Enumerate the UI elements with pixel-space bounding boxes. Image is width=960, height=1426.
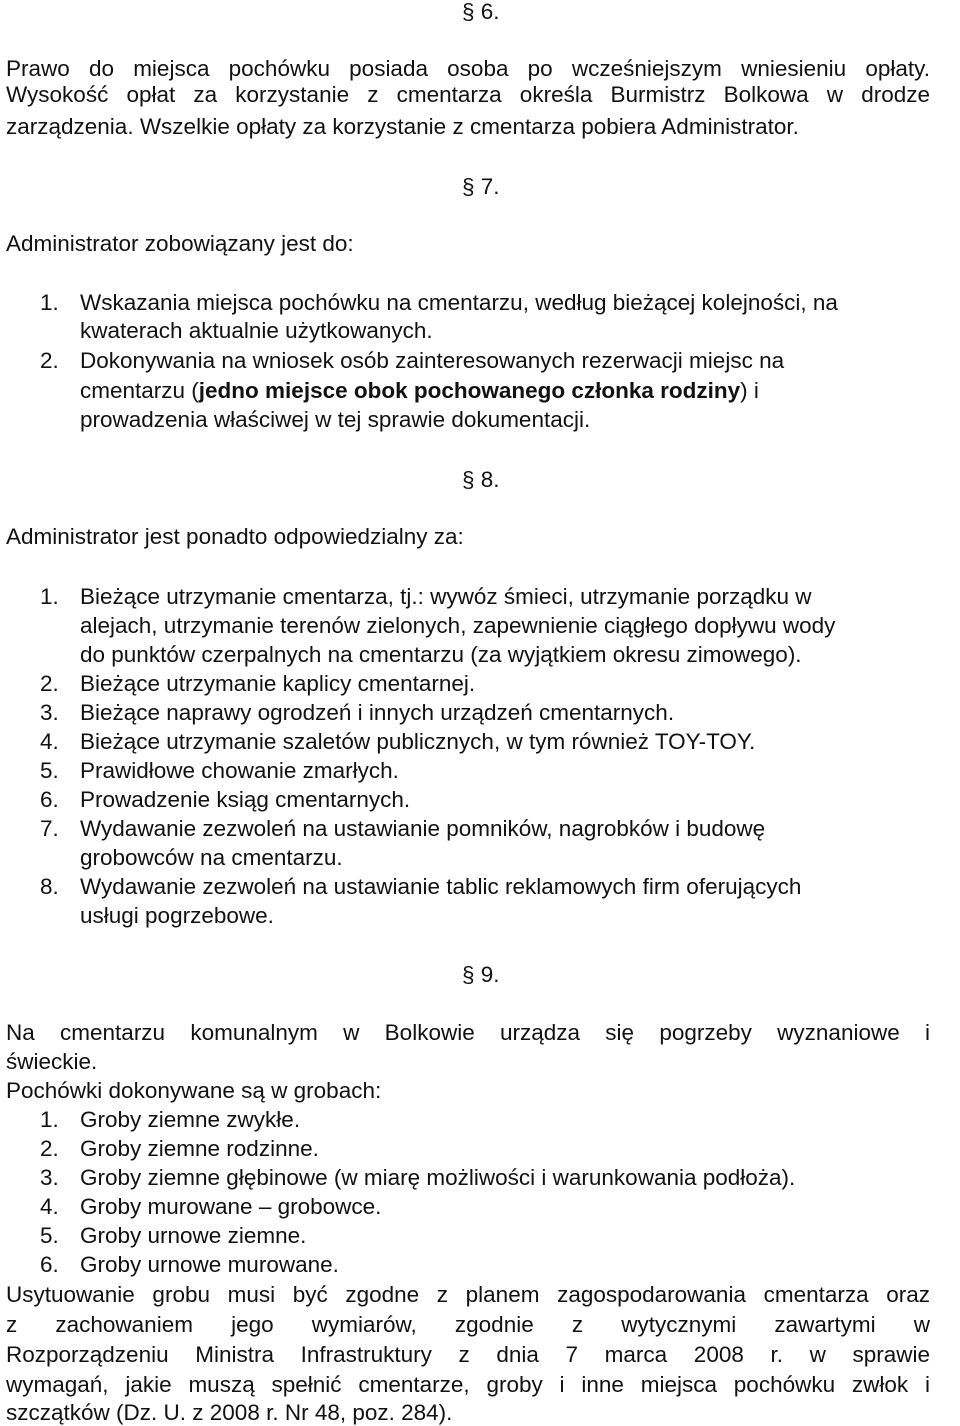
list-number: 5. [40,758,59,783]
list-item-text: Bieżące utrzymanie kaplicy cmentarnej. [80,671,476,696]
list-number: 4. [40,1194,59,1219]
paragraph-line: Rozporządzeniu Ministra Infrastruktury z dnia 7 marca 2008 r. w sprawie [6,1342,930,1367]
list-item-text: grobowców na cmentarzu. [80,845,343,870]
list-item-text: Groby ziemne rodzinne. [80,1136,319,1161]
section-9-heading: § 9. [462,962,500,987]
list-item-text: prowadzenia właściwej w tej sprawie dokumentacji. [80,407,591,432]
list-number: 7. [40,816,59,841]
paragraph-line: Pochówki dokonywane są w grobach: [6,1078,382,1103]
list-item-text: Prawidłowe chowanie zmarłych. [80,758,399,783]
text-fragment: cmentarzu ( [80,378,199,403]
list-item-text: Groby urnowe murowane. [80,1252,339,1277]
list-number: 1. [40,584,59,609]
section-9-paragraph [6,1020,930,1046]
list-number: 2. [40,671,59,696]
list-number: 6. [40,787,59,812]
paragraph-line: z zachowaniem jego wymiarów, zgodnie z wytycznymi zawartymi w [6,1312,930,1337]
bold-phrase: jedno miejsce obok pochowanego członka rodziny [198,378,741,403]
list-number: 3. [40,700,59,725]
list-item-text: kwaterach aktualnie użytkowanych. [80,318,433,343]
list-item-text: alejach, utrzymanie terenów zielonych, zapewnienie ciągłego dopływu wody [80,613,836,638]
list-number: 1. [40,1107,59,1132]
section-8-intro: Administrator jest ponadto odpowiedzialny za: [6,524,464,549]
section-7-heading: § 7. [462,174,500,199]
list-number: 1. [40,290,59,315]
list-number: 5. [40,1223,59,1248]
list-item-text: Wydawanie zezwoleń na ustawianie tablic reklamowych firm oferujących [80,874,802,899]
list-item-text: Prowadzenie ksiąg cmentarnych. [80,787,411,812]
section-6-paragraph [6,56,930,108]
paragraph-line: szczątków (Dz. U. z 2008 r. Nr 48, poz. 284). [6,1400,453,1425]
paragraph-line: zarządzenia. Wszelkie opłaty za korzystanie z cmentarza pobiera Administrator. [6,114,799,139]
section-7-intro: Administrator zobowiązany jest do: [6,231,354,256]
paragraph-line: wymagań, jakie muszą spełnić cmentarze, groby i inne miejsca pochówku zwłok i [6,1372,930,1397]
list-item-text: Groby urnowe ziemne. [80,1223,307,1248]
list-item-text: Bieżące utrzymanie szaletów publicznych, w tym również TOY-TOY. [80,729,756,754]
list-number: 8. [40,874,59,899]
list-number: 4. [40,729,59,754]
section-8-heading: § 8. [462,467,500,492]
list-item-text: Bieżące utrzymanie cmentarza, tj.: wywóz śmieci, utrzymanie porządku w [80,584,812,609]
paragraph-line: Wysokość opłat za korzystanie z cmentarza określa Burmistrz Bolkowa w drodze [6,82,930,107]
list-number: 3. [40,1165,59,1190]
list-number: 2. [40,348,59,373]
list-item-text: Dokonywania na wniosek osób zainteresowanych rezerwacji miejsc na [80,348,785,373]
list-item-text: do punktów czerpalnych na cmentarzu (za wyjątkiem okresu zimowego). [80,642,802,667]
list-number: 6. [40,1252,59,1277]
list-number: 2. [40,1136,59,1161]
paragraph-line: Prawo do miejsca pochówku posiada osoba po wcześniejszym wniesieniu opłaty. [6,56,930,81]
list-item-text: Wskazania miejsca pochówku na cmentarzu, według bieżącej kolejności, na [80,290,838,315]
list-item-text: Groby ziemne głębinowe (w miarę możliwości i warunkowania podłoża). [80,1165,796,1190]
list-item-text: Groby ziemne zwykłe. [80,1107,301,1132]
list-item-text: Groby murowane – grobowce. [80,1194,382,1219]
section-9-closing-paragraph [6,1282,930,1398]
section-6-heading: § 6. [462,0,500,24]
list-item-text: usługi pogrzebowe. [80,903,274,928]
paragraph-line: Usytuowanie grobu musi być zgodne z planem zagospodarowania cmentarza oraz [6,1282,930,1307]
text-fragment: ) i [740,378,759,403]
list-item-text: Bieżące naprawy ogrodzeń i innych urządzeń cmentarnych. [80,700,675,725]
paragraph-line: Na cmentarzu komunalnym w Bolkowie urządza się pogrzeby wyznaniowe i [6,1020,930,1045]
list-item-text: Wydawanie zezwoleń na ustawianie pomników, nagrobków i budowę [80,816,766,841]
list-item-text [80,378,759,404]
paragraph-line: świeckie. [6,1049,98,1074]
